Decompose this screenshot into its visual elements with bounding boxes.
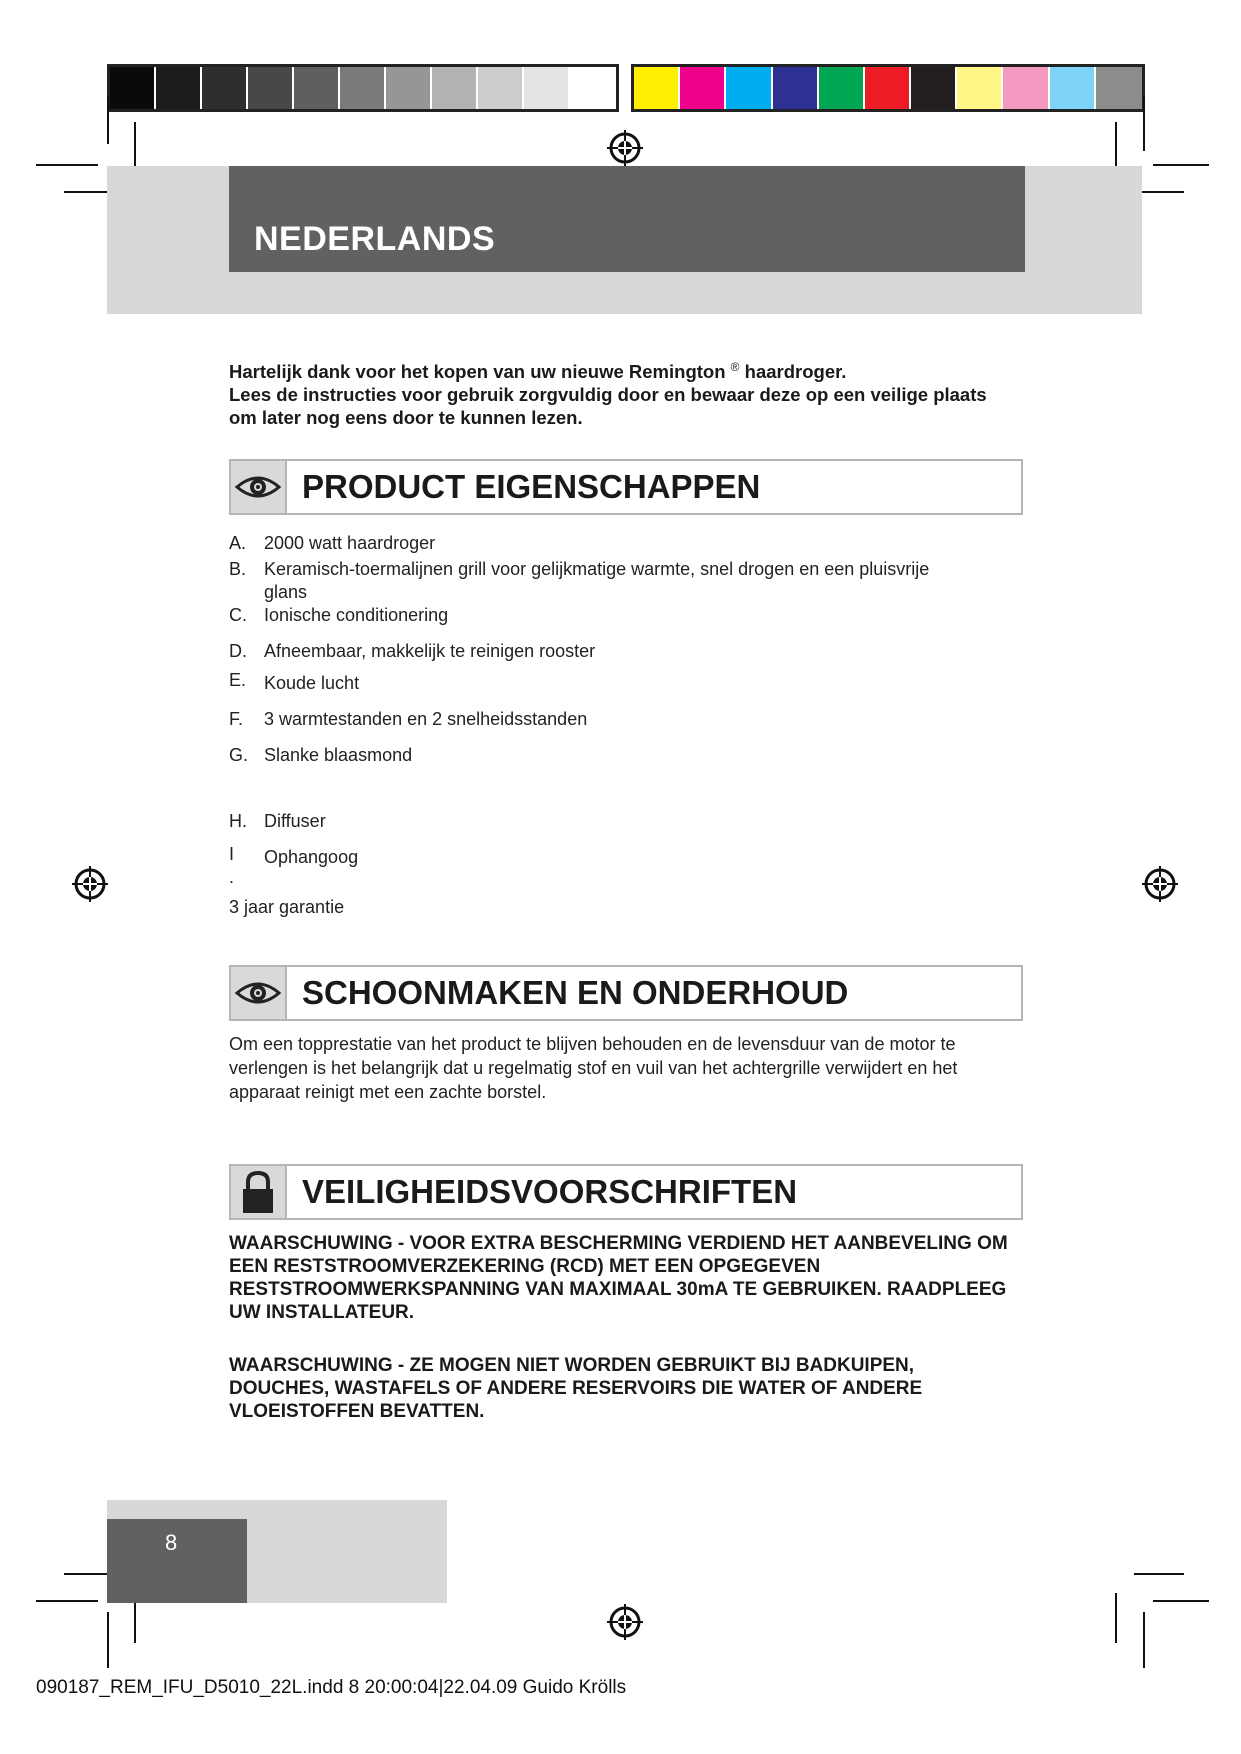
section-header-cleaning — [229, 965, 1023, 1021]
color-swatch — [432, 67, 478, 109]
crop-mark — [1134, 1573, 1184, 1575]
color-swatch — [726, 67, 772, 109]
lock-icon — [231, 1166, 285, 1218]
color-swatch — [1050, 67, 1096, 109]
intro-line2: Lees de instructies voor gebruik zorgvuldig door en bewaar deze op een veilige plaats om later nog eens door te kunnen lezen. — [229, 384, 987, 429]
registration-mark-icon — [605, 1602, 645, 1642]
color-swatch — [680, 67, 726, 109]
color-swatch — [248, 67, 294, 109]
crop-mark — [36, 164, 98, 166]
crop-mark — [1153, 1600, 1209, 1602]
warning-text: WAARSCHUWING - ZE MOGEN NIET WORDEN GEBRUIKT BIJ BADKUIPEN, DOUCHES, WASTAFELS OF ANDERE RESERVOIRS DIE WATER OF ANDERE VLOEISTOFFEN BEVATTEN. — [229, 1355, 923, 1422]
section-header-features — [229, 459, 1023, 515]
color-swatch — [634, 67, 680, 109]
page-title: NEDERLANDS — [254, 220, 496, 258]
color-swatch — [1003, 67, 1049, 109]
registered-mark: ® — [730, 360, 740, 374]
color-swatch — [570, 67, 616, 109]
registration-mark-icon — [605, 128, 645, 168]
color-swatch — [773, 67, 819, 109]
color-swatch — [819, 67, 865, 109]
crop-mark — [1153, 164, 1209, 166]
intro-text — [229, 356, 1009, 429]
registration-mark-icon — [1140, 864, 1180, 904]
color-calibration-bar — [631, 64, 1145, 112]
crop-mark — [107, 96, 109, 144]
eye-icon — [231, 461, 285, 513]
crop-mark — [1143, 1612, 1145, 1668]
section-title: PRODUCT EIGENSCHAPPEN — [302, 468, 761, 505]
color-swatch — [294, 67, 340, 109]
print-slug: 090187_REM_IFU_D5010_22L.indd 8 20:00:04|22.04.09 Guido Krölls — [36, 1677, 627, 1698]
crop-mark — [1115, 1593, 1117, 1643]
page-number: 8 — [165, 1530, 178, 1555]
section-header-safety — [229, 1164, 1023, 1220]
crop-mark — [36, 1600, 98, 1602]
cleaning-text: Om een topprestatie van het product te blijven behouden en de levensduur van de motor te verlengen is het belangrijk dat u regelmatig stof en vuil van het achtergrille verwijdert en het apparaat reinigt met een zachte borstel. — [229, 1034, 958, 1102]
registration-mark-icon — [70, 864, 110, 904]
color-swatch — [202, 67, 248, 109]
color-swatch — [865, 67, 911, 109]
color-swatch — [957, 67, 1003, 109]
crop-mark — [134, 122, 136, 172]
eye-icon — [231, 967, 285, 1019]
color-swatch — [110, 67, 156, 109]
grayscale-color-bar — [107, 64, 619, 112]
guarantee-text: 3 jaar garantie — [229, 897, 345, 917]
warning-text: WAARSCHUWING - VOOR EXTRA BESCHERMING VERDIEND HET AANBEVELING OM EEN RESTSTROOMVERZEKERING (RCD) MET EEN OPGEGEVEN RESTSTROOMWERKSPANNING VAN MAXIMAAL 30mA TE GEBRUIKEN. RAADPLEEG UW INSTALLATEUR. — [229, 1233, 1008, 1323]
section-title: SCHOONMAKEN EN ONDERHOUD — [302, 974, 849, 1011]
color-swatch — [911, 67, 957, 109]
section-title: VEILIGHEIDSVOORSCHRIFTEN — [302, 1173, 798, 1210]
color-swatch — [386, 67, 432, 109]
intro-line1-end: haardroger. — [739, 361, 847, 383]
color-swatch — [478, 67, 524, 109]
crop-mark — [1115, 122, 1117, 172]
crop-mark — [1143, 96, 1145, 151]
color-swatch — [1096, 67, 1142, 109]
color-swatch — [340, 67, 386, 109]
color-swatch — [524, 67, 570, 109]
crop-mark — [107, 1612, 109, 1668]
color-swatch — [156, 67, 202, 109]
intro-line1: Hartelijk dank voor het kopen van uw nieuwe Remington — [229, 361, 726, 383]
